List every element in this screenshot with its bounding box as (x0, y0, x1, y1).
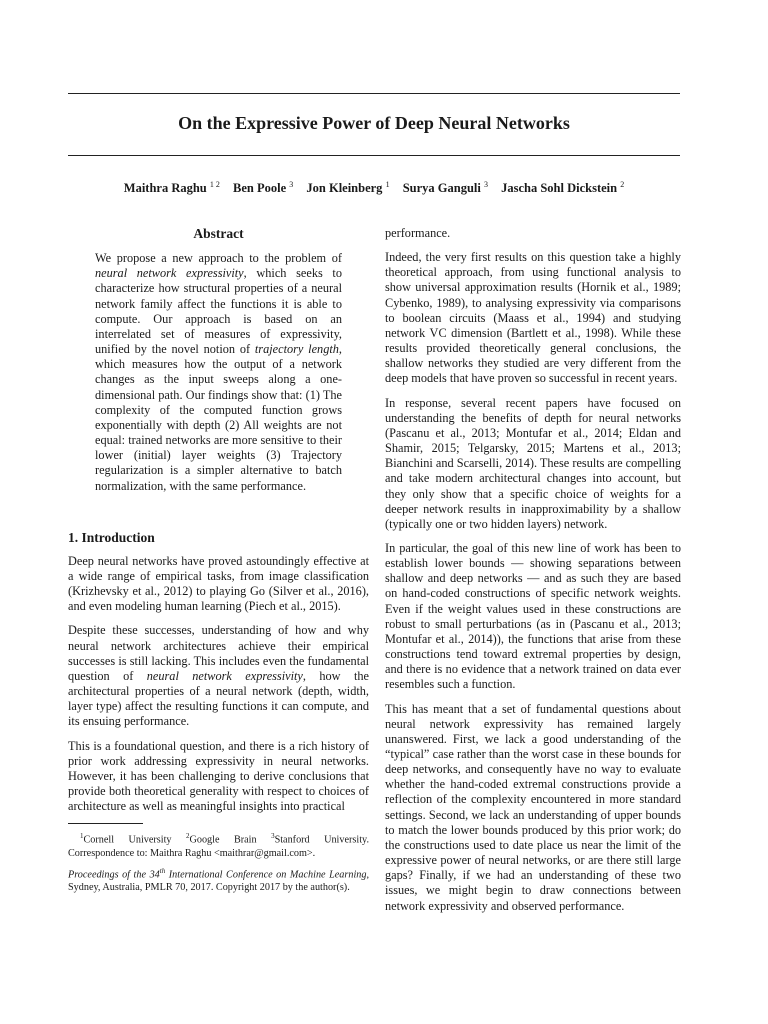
paragraph: This has meant that a set of fundamental questions about neural network expressivity has remained largely unanswered. First, we lack a good understanding of the “typical” case rather than the worst case in these bounds for deep networks, and consequently have no way to evaluate whether the hand-coded extremal constructions provide a reflection of the complexity encountered in more standard settings. Second, we lack an understanding of upper bounds to match the lower bounds produced by this prior work; do the constructions used to date place us near the limit of the expressive power of neural networks, or are there still large gaps? Finally, if we had an understanding of these two issues, we might begin to draw connections between network expressivity and observed performance. (385, 701, 681, 913)
paragraph: In response, several recent papers have focused on understanding the benefits of depth for neural networks (Pascanu et al., 2013; Montufar et al., 2014; Eldan and Shamir, 2015; Telgarsky, 2015; Martens et al., 2013; Bianchini and Scarselli, 2014). These results are compelling and take modern architectural changes into account, but they only show that a specific choice of weights for a deeper network results in inapproximability by a shallow (typically one or two hidden layers) network. (385, 395, 681, 531)
author: Maithra Raghu $^{1 2}$ (123, 180, 220, 196)
proceedings-note: Proceedings of the 34th International Conference on Machine Learning, Sydney, Australia, PMLR 70, 2017. Copyright 2017 by the author(s). (68, 866, 370, 894)
paragraph: In particular, the goal of this new line of work has been to establish lower bounds — showing separations between shallow and deep networks — and as such they are based on hand-coded constructions of specific network weights. Even if the weight values used in these constructions are robust to small perturbations (as in (Pascanu et al., 2013; Montufar et al., 2014)), the functions that arise from these constructions tend toward extremal properties by design, and there is no evidence that a network trained on data ever resembles such a function. (385, 540, 681, 692)
paragraph: Despite these successes, understanding of how and why neural network architectures achieve their empirical successes is still lacking. This includes even the fundamental question of neural network expressivity, how the architectural properties of a neural network (depth, width, layer type) affect the resulting functions it can compute, and its ensuing performance. (68, 623, 369, 729)
top-rule (68, 93, 680, 94)
footnote-rule (68, 823, 143, 824)
paragraph: Indeed, the very first results on this question take a highly theoretical approach, from using functional analysis to show universal approximation results (Hornik et al., 1989; Cybenko, 1989), to analysing expressivity via comparisons to boolean circuits (Maass et al., 1994) and studying network VC dimension (Bartlett et al., 1998). While these results provided theoretically general conclusions, the shallow networks they studied are very different from the deep models that have proven so successful in recent years. (385, 250, 681, 386)
author: Ben Poole $^3$ (233, 180, 294, 196)
paper-title: On the Expressive Power of Deep Neural Networks (178, 113, 570, 133)
right-column (385, 226, 681, 923)
paragraph: This is a foundational question, and there is a rich history of prior work addressing expressivity in neural networks. However, it has been challenging to derive conclusions that provide both theoretical generality with respect to choices of architecture as well as meaningful insights into practical (68, 738, 369, 814)
title-rule (68, 155, 680, 156)
author: Jascha Sohl Dickstein $^2$ (501, 180, 625, 196)
abstract-text: We propose a new approach to the problem of neural network expressivity, which seeks to characterize how structural properties of a neural network family affect the functions it is able to compute. Our approach is based on an interrelated set of measures of expressivity, unified by the novel notion of trajectory length, which measures how the output of a network changes as the input sweeps along a one-dimensional path. Our findings show that: (1) The complexity of the computed function grows exponentially with depth (2) All weights are not equal: trained networks are more sensitive to their lower (initial) layer weights (3) Trajectory regularization is a simpler alternative to batch normalization, with the same performance. (95, 251, 342, 493)
author: Surya Ganguli $^3$ (402, 180, 488, 196)
footnote-affiliations: $^1$Cornell University $^2$Google Brain $^3$Stanford University. Correspondence to: Maithra Raghu <maithrar@gmail.com>. (68, 832, 370, 859)
author: Jon Kleinberg $^1$ (306, 180, 390, 196)
paragraph: performance. (385, 226, 451, 240)
abstract-heading: Abstract (193, 226, 244, 241)
left-column (68, 226, 369, 899)
introduction-heading: 1. Introduction (68, 529, 155, 545)
author-list (68, 180, 680, 196)
paragraph: Deep neural networks have proved astoundingly effective at a wide range of empirical tasks, from image classification (Krizhevsky et al., 2012) to playing Go (Silver et al., 2016), and even modeling human learning (Piech et al., 2015). (68, 553, 369, 614)
